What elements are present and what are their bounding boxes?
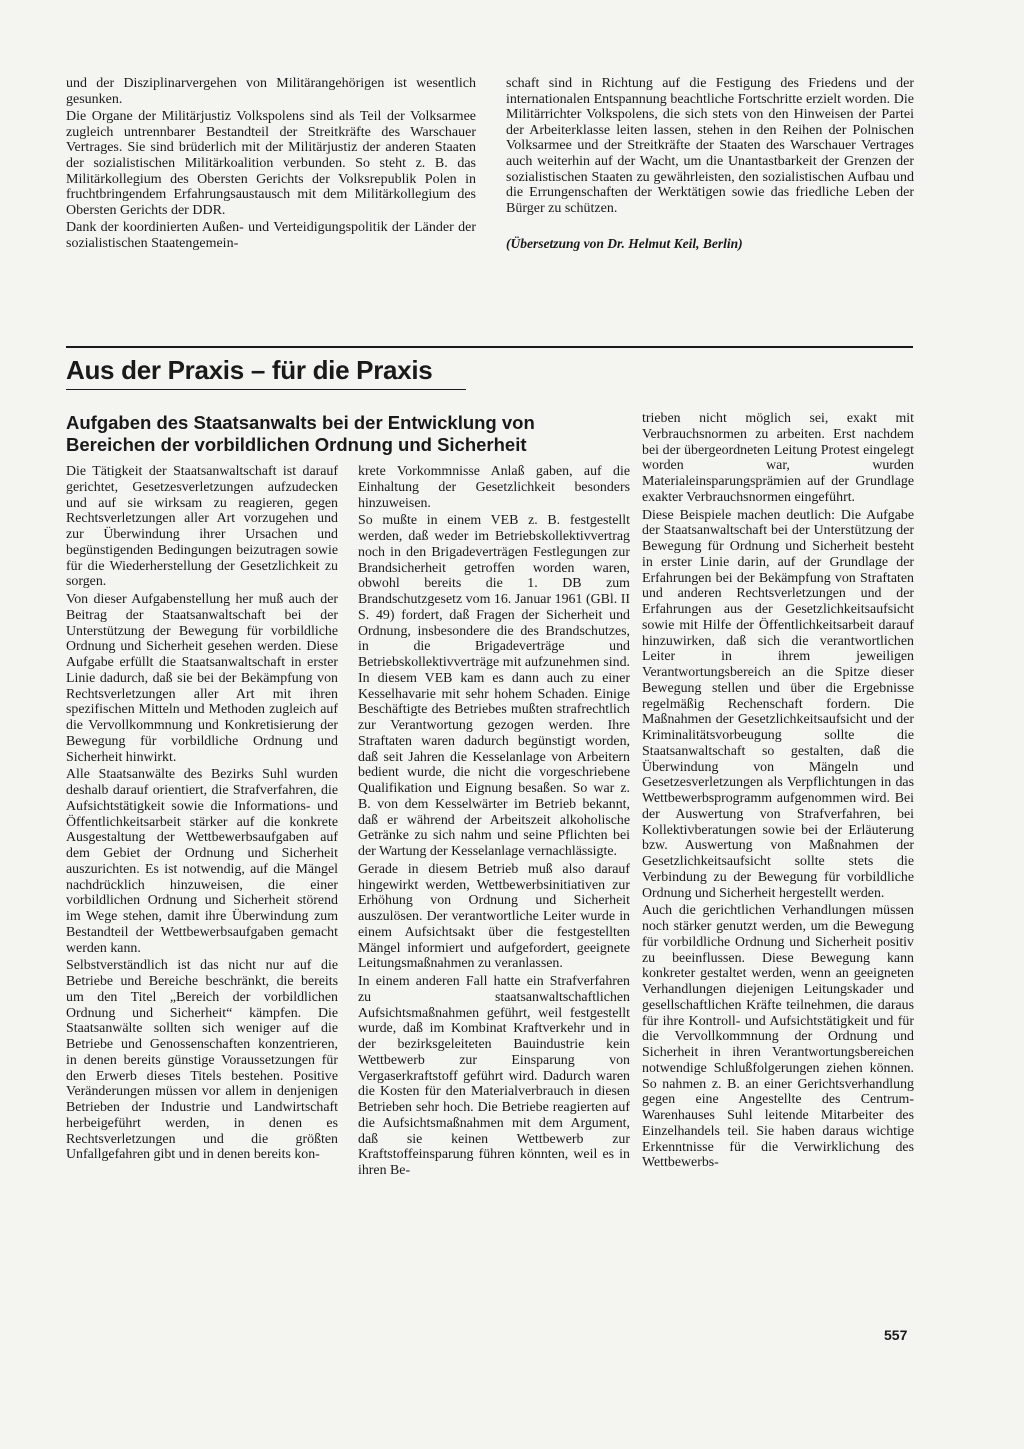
article-column-2 — [358, 464, 630, 1181]
top-article-left-column — [66, 76, 476, 254]
paragraph: Dank der koordinierten Außen- und Verteidigungspolitik der Länder der sozialistischen Staatengemein- — [66, 220, 476, 251]
translation-note: (Übersetzung von Dr. Helmut Keil, Berlin) — [506, 236, 743, 252]
paragraph: schaft sind in Richtung auf die Festigung des Friedens und der internationalen Entspannung beachtliche Fortschritte erzielt worden. Die Militärrichter Volkspolens, die sich stets von den Hinweisen der Partei der Arbeiterklasse leiten lassen, stehen in den Reihen der Polnischen Volksarmee und der Streitkräfte der Staaten des Warschauer Vertrages auch weiterhin auf der Wacht, um die Unantastbarkeit der Grenzen der sozialistischen Staaten zu gewährleisten, den sozialistischen Aufbau und die Errungenschaften der Werktätigen sowie das friedliche Leben der Bürger zu schützen. — [506, 76, 914, 216]
section-heading: Aus der Praxis – für die Praxis — [66, 355, 433, 385]
paragraph: In einem anderen Fall hatte ein Strafverfahren zu staatsanwaltschaftlichen Aufsichtsmaßnahmen geführt, weil festgestellt wurde, daß im Kombinat Kraftverkehr und in der bezirksgeleiteten Bauindustrie kein Wettbewerb zur Einsparung von Vergaserkraftstoff geführt wird. Dadurch waren die Kosten für den Materialverbrauch in diesen Betrieben sehr hoch. Die Betriebe reagierten auf die Aufsichtsmaßnahmen mit dem Argument, daß sie keinen Wettbewerb zur Kraftstoffeinsparung führen könnten, weil es in ihren Be- — [358, 974, 630, 1178]
article-column-3 — [642, 411, 914, 1173]
paragraph: Alle Staatsanwälte des Bezirks Suhl wurden deshalb darauf orientiert, die Strafverfahren, die Aufsichtstätigkeit sowie die Informations- und Öffentlichkeitsarbeit stärker auf die konkrete Ausgestaltung der Wettbewerbsaufgaben auf dem Gebiet der Ordnung und Sicherheit auszurichten. Es ist notwendig, auf die Mängel nachdrücklich hinzuweisen, die einer vorbildlichen Ordnung und Sicherheit störend im Wege stehen, damit ihre Überwindung zum Bestandteil der Wettbewerbsaufgaben gemacht werden kann. — [66, 767, 338, 956]
paragraph: Gerade in diesem Betrieb muß also darauf hingewirkt werden, Wettbewerbsinitiativen zur Erhöhung von Ordnung und Sicherheit auszulösen. Der verantwortliche Leiter wurde in einem Aufsichtsakt über die festgestellten Mängel informiert und aufgefordert, geeignete Leitungsmaßnahmen zu veranlassen. — [358, 861, 630, 972]
paragraph: Die Organe der Militärjustiz Volkspolens sind als Teil der Volksarmee zugleich untrennbarer Bestandteil der Streitkräfte des Warschauer Vertrages. Sie sind brüderlich mit der Militärjustiz der anderen Staaten der sozialistischen Militärkoalition verbunden. So steht z. B. das Militärkollegium des Obersten Gerichts der Volksrepublik Polen in fruchtbringendem Erfahrungsaustausch mit dem Militärkollegium des Obersten Gerichts der DDR. — [66, 109, 476, 218]
paragraph: Von dieser Aufgabenstellung her muß auch der Beitrag der Staatsanwaltschaft bei der Unterstützung der Bewegung für vorbildliche Ordnung und Sicherheit gesehen werden. Diese Aufgabe erfüllt die Staatsanwaltschaft in erster Linie dadurch, daß sie bei der Bekämpfung von Rechtsverletzungen aller Art mit ihren spezifischen Mitteln und Methoden zugleich auf die Vervollkommnung und Konkretisierung der Bewegung für vorbildliche Ordnung und Sicherheit hinwirkt. — [66, 592, 338, 765]
article-column-1 — [66, 464, 338, 1165]
paragraph: Auch die gerichtlichen Verhandlungen müssen noch stärker genutzt werden, um die Bewegung für vorbildliche Ordnung und Sicherheit positiv zu beeinflussen. Diese Bewegung kann konkreter gestaltet werden, wenn an geeigneten Verhandlungen diejenigen Leitungskader und gesellschaftlichen Kräfte teilnehmen, die daraus für ihre Kontroll- und Aufsichtstätigkeit und für die Vervollkommnung der Ordnung und Sicherheit in ihren Verantwortungsbereichen notwendige Schlußfolgerungen ziehen können. So nahmen z. B. an einer Gerichtsverhandlung gegen eine Angestellte des Centrum-Warenhauses Suhl leitende Mitarbeiter des Einzelhandels teil. Sie haben daraus wichtige Erkenntnisse für die Verwirklichung des Wettbewerbs- — [642, 903, 914, 1171]
paragraph: So mußte in einem VEB z. B. festgestellt werden, daß weder im Betriebskollektivvertrag noch in den Brigadeverträgen Festlegungen zur Brandsicherheit getroffen worden waren, obwohl bereits die 1. DB zum Brandschutzgesetz vom 16. Januar 1961 (GBl. II S. 49) fordert, daß Fragen der Sicherheit und Ordnung, insbesondere die des Brandschutzes, in die Brigadeverträge und Betriebskollektivverträge mit aufzunehmen sind. In diesem VEB kam es dann auch zu einer Kesselhavarie mit sehr hohem Schaden. Einige Beschäftigte des Betriebes mußten strafrechtlich zur Verantwortung gezogen werden. Ihre Straftaten waren dadurch begünstigt worden, daß seit Jahren die Kesselanlage von Arbeitern bedient wurde, die nicht die vorgeschriebene Qualifikation und Eignung besaßen. So war z. B. von dem Kesselwärter im Betrieb bekannt, daß er während der Arbeitszeit alkoholische Getränke zu sich nahm und seine Pflichten bei der Wartung der Kesselanlage vernachlässigte. — [358, 513, 630, 859]
paragraph: trieben nicht möglich sei, exakt mit Verbrauchsnormen zu arbeiten. Erst nachdem bei der übergeordneten Leitung Protest eingelegt worden war, wurden Materialeinsparungsprämien auf der Grundlage exakter Verbrauchsnormen eingeführt. — [642, 411, 914, 505]
page-number: 557 — [884, 1327, 908, 1343]
article-heading: Aufgaben des Staatsanwalts bei der Entwicklung von Bereichen der vorbildlichen Ordnung und Sicherheit — [66, 412, 535, 455]
paragraph: krete Vorkommnisse Anlaß gaben, auf die Einhaltung der Gesetzlichkeit besonders hinzuweisen. — [358, 464, 630, 511]
paragraph: Diese Beispiele machen deutlich: Die Aufgabe der Staatsanwaltschaft bei der Unterstützung der Bewegung für Ordnung und Sicherheit besteht in erster Linie darin, auf der Grundlage der Erfahrungen bei der Bekämpfung von Straftaten und anderen Rechtsverletzungen und der Erfahrungen aus der Gesetzlichkeitsaufsicht sowie mit Hilfe der Öffentlichkeitsarbeit darauf hinzuwirken, daß sich die verantwortlichen Leiter in ihrem jeweiligen Verantwortungsbereich an die Spitze dieser Bewegung stellen und über die Ergebnisse regelmäßig Rechenschaft fordern. Die Maßnahmen der Gesetzlichkeitsaufsicht und der Kriminalitätsvorbeugung sollte die Staatsanwaltschaft so gestalten, daß die Überwindung von Mängeln und Gesetzesverletzungen als Verpflichtungen in das Wettbewerbsprogramm aufgenommen wird. Bei der Auswertung von Strafverfahren, bei Kollektivberatungen sowie bei der Erläuterung bzw. Auswertung von Maßnahmen der Gesetzlichkeitsaufsicht sollte stets die Verbindung zu der Bewegung für vorbildliche Ordnung und Sicherheit hergestellt werden. — [642, 507, 914, 901]
section-heading-underline — [66, 389, 466, 390]
section-divider — [66, 346, 913, 348]
paragraph: und der Disziplinarvergehen von Militärangehörigen ist wesentlich gesunken. — [66, 76, 476, 107]
top-article-right-column — [506, 76, 914, 254]
paragraph: Die Tätigkeit der Staatsanwaltschaft ist darauf gerichtet, Gesetzesverletzungen aufzudecken und auf sie wirksam zu reagieren, gegen Rechtsverletzungen aller Art vorzugehen und zur Überwindung ihrer Ursachen und begünstigenden Bedingungen beizutragen sowie für die Wiederherstellung der Gesetzlichkeit zu sorgen. — [66, 464, 338, 590]
paragraph: Selbstverständlich ist das nicht nur auf die Betriebe und Bereiche beschränkt, die bereits um den Titel „Bereich der vorbildlichen Ordnung und Sicherheit“ kämpfen. Die Staatsanwälte sollten sich weniger auf die Betriebe und Genossenschaften konzentrieren, in denen bereits günstige Voraussetzungen für den Erwerb dieses Titels bestehen. Positive Veränderungen müssen vor allem in denjenigen Betrieben der Industrie und Landwirtschaft herbeigeführt werden, in denen es Rechtsverletzungen und die größten Unfallgefahren gibt und in denen bereits kon- — [66, 958, 338, 1163]
